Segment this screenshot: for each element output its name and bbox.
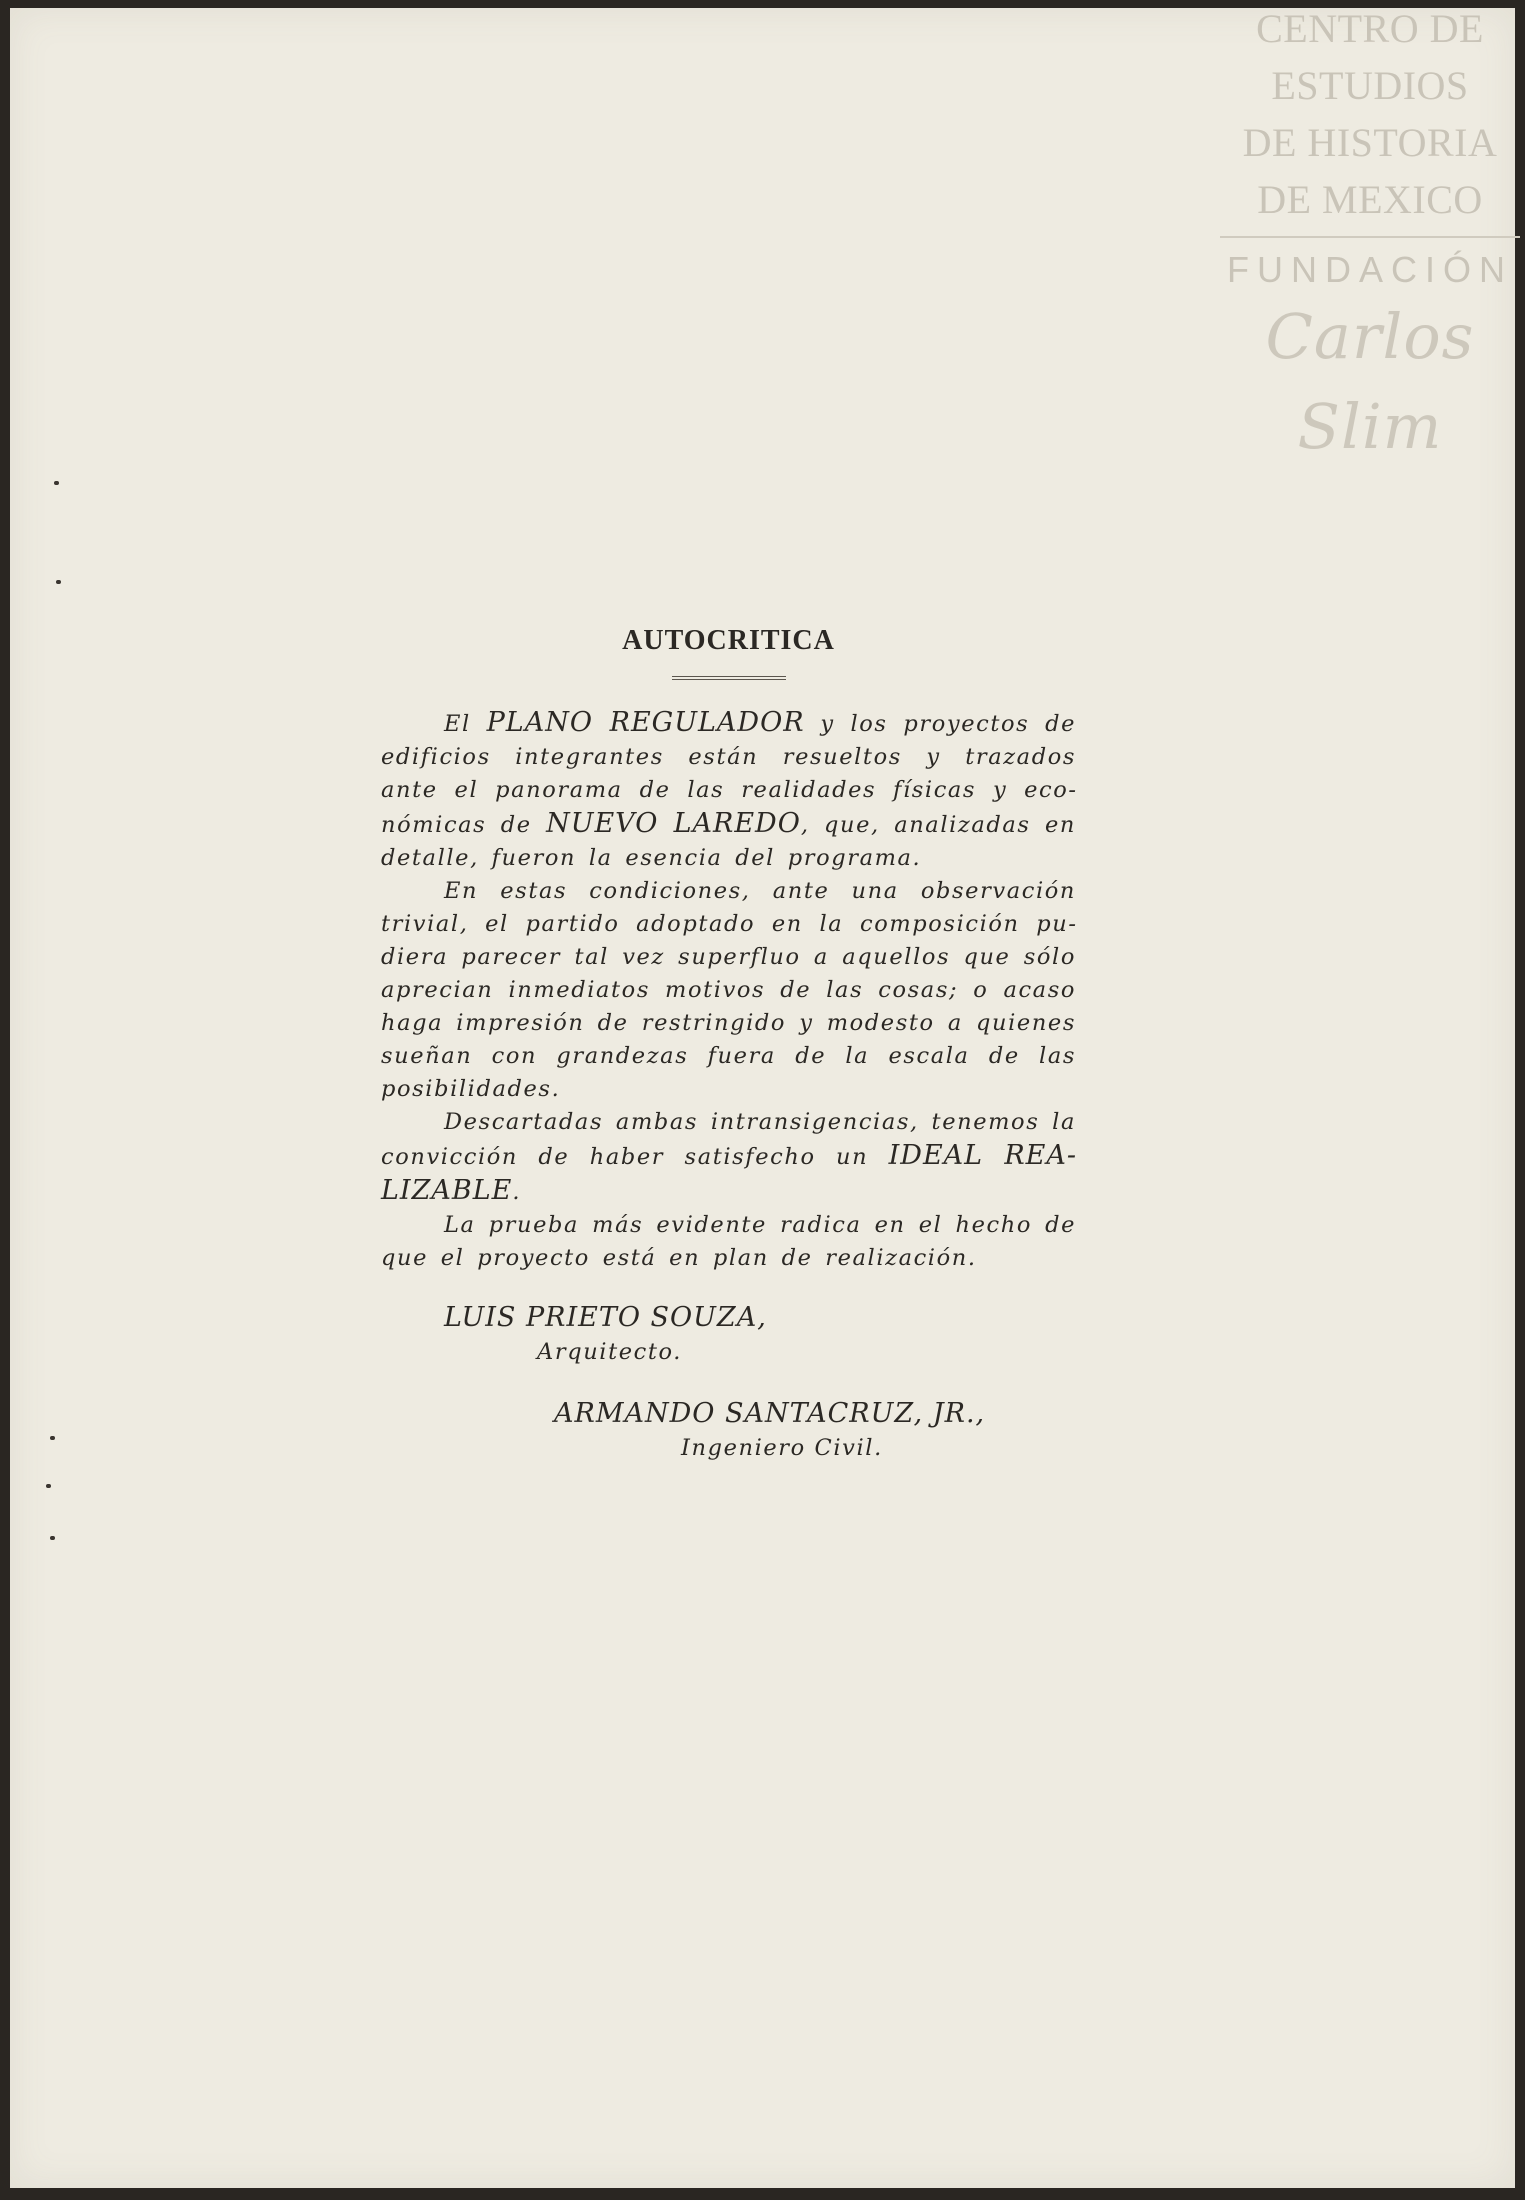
body-text [381,706,1076,1275]
document-body [381,618,1076,1463]
punch-hole-mark [56,580,61,584]
paragraph-text: , que, analizadas en detalle, fueron la esencia del programa. [381,812,1076,871]
punch-hole-mark [50,1436,55,1440]
paragraph [381,706,1076,875]
signature-name-2: ARMANDO SANTACRUZ, JR., [554,1398,986,1429]
paragraph [381,1209,1076,1275]
paragraph-text: En estas condiciones, ante una observación trivial, el partido adoptado en la composición pudiera parecer tal vez superfluo a aquellos que sólo aprecian inmediatos motivos de las cosas; o acaso haga impresión de restringido y modesto a quienes sueñan con grandezas fuera de la escala de las posibilidades. [381,878,1076,1102]
watermark-divider [1220,236,1520,238]
watermark-line-4: DE MEXICO [1257,177,1483,222]
signature-block [381,1299,1076,1463]
signature-name-1: LUIS PRIETO SOUZA, [444,1302,767,1333]
punch-hole-mark [46,1484,51,1488]
watermark-line-3: DE HISTORIA [1242,120,1498,165]
emphasized-caps-text: IDEAL REALIZABLE [381,1140,1076,1206]
emphasized-caps-text: NUEVO LAREDO [546,808,801,839]
paragraph [381,875,1076,1106]
signature-role-1: Arquitecto. [537,1339,682,1365]
watermark-line-1: CENTRO DE [1256,6,1484,51]
watermark-signature-logo: Carlos Slim [1265,300,1475,463]
signature-role-2: Ingeniero Civil. [681,1435,883,1461]
archive-watermark [1220,0,1520,472]
paragraph-text: y los proyectos de edificios integrantes están resueltos y trazados ante el panorama de las realidades físicas y económicas de [381,711,1076,838]
punch-hole-mark [50,1536,55,1540]
watermark-line-2: ESTUDIOS [1271,63,1469,108]
paragraph-text: El [444,711,487,737]
paragraph-text: . [512,1179,522,1205]
paragraph [381,1106,1076,1209]
page-title: AUTOCRITICA [622,625,835,656]
paragraph-text: La prueba más evidente radica en el hecho de que el proyecto está en plan de realización. [381,1212,1076,1271]
punch-hole-mark [54,481,59,485]
title-double-rule [672,676,786,680]
paragraph-text: Descartadas ambas intransigencias, tenemos la convicción de haber satisfecho un [381,1109,1076,1170]
emphasized-caps-text: PLANO REGULADOR [486,707,805,738]
watermark-foundation: FUNDACIÓN [1227,249,1513,290]
